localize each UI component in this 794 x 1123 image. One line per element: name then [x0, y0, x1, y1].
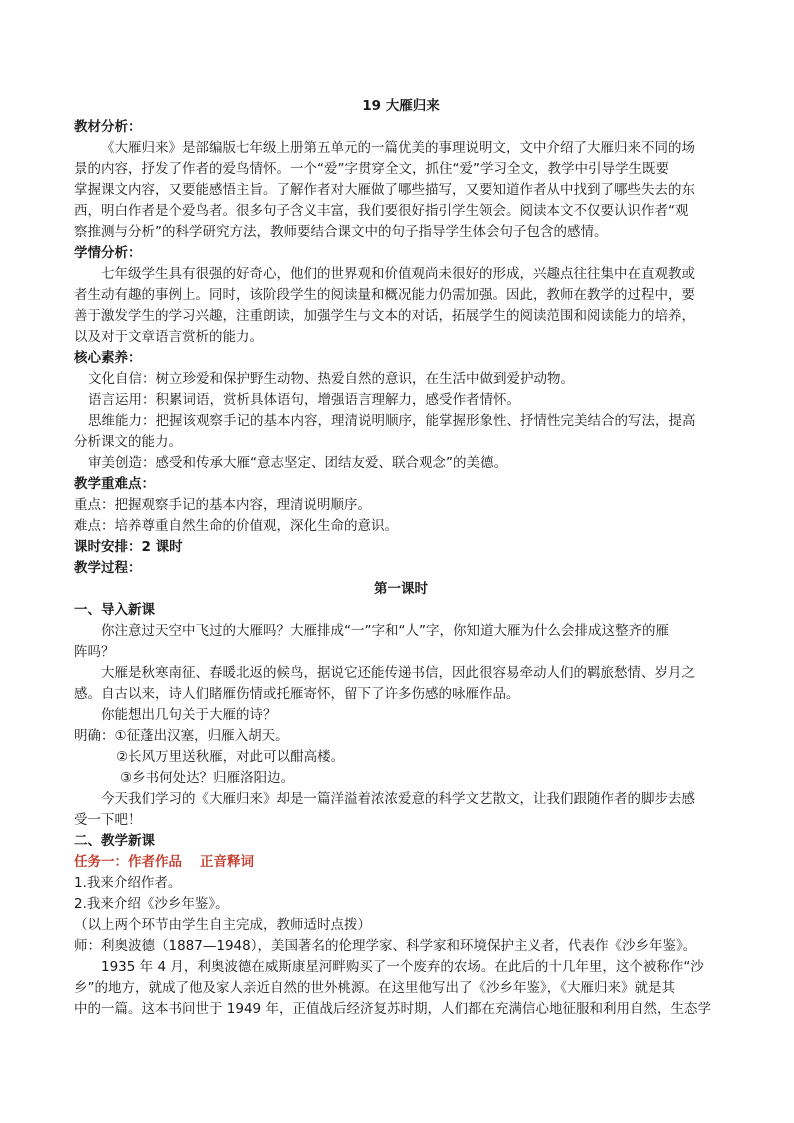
paragraph-line: （以上两个环节由学生自主完成，教师适时点拨） [74, 917, 371, 933]
paragraph-line: 景的内容，抒发了作者的爱鸟情怀。一个“爱”字贯穿全文，抓住“爱”学习全文，教学中引导学生既要 [74, 161, 669, 177]
paragraph-line: 今天我们学习的《大雁归来》却是一篇洋溢着浓浓爱意的科学文艺散文，让我们跟随作者的脚步去感 [101, 791, 695, 807]
task-title: 任务一：作者作品 [74, 854, 182, 870]
paragraph-line: 难点：培养尊重自然生命的价值观，深化生命的意识。 [74, 518, 398, 534]
paragraph-line: 乡”的地方，就成了他及家人亲近自然的世外桃源。在这里他写出了《沙乡年鉴》，《大雁归来》就是其 [74, 980, 675, 996]
paragraph-line: 你注意过天空中飞过的大雁吗？大雁排成“一”字和“人”字，你知道大雁为什么会排成这整齐的雁 [101, 623, 669, 639]
paragraph-line: ③乡书何处达？归雁洛阳边。 [120, 770, 295, 786]
paragraph-line: 师：利奥波德（1887—1948），美国著名的伦理学家、科学家和环境保护主义者，代表作《沙乡年鉴》。 [74, 938, 697, 954]
paragraph-line: 大雁是秋寒南征、春暖北返的候鸟，据说它还能传递书信，因此很容易牵动人们的羁旅愁情、岁月之 [101, 665, 695, 681]
paragraph-line: 重点：把握观察手记的基本内容，理清说明顺序。 [74, 497, 371, 513]
paragraph-line: 感。自古以来，诗人们睹雁伤情或托雁寄怀，留下了许多伤感的咏雁作品。 [74, 686, 520, 702]
task-subtitle: 正音释词 [200, 854, 254, 870]
lesson-title: 第一课时 [374, 581, 428, 597]
paragraph-line: 者生动有趣的事例上。同时，该阶段学生的阅读量和概况能力仍需加强。因此，教师在教学的过程中，要 [74, 287, 695, 303]
section-heading-guocheng: 教学过程： [74, 560, 142, 576]
paragraph-line: 思维能力：把握该观察手记的基本内容，理清说明顺序，能掌握形象性、抒情性完美结合的写法，提高 [88, 413, 696, 429]
paragraph-line: 西，明白作者是个爱鸟者。很多句子含义丰富，我们要很好指引学生领会。阅读本文不仅要认识作者“观 [74, 203, 689, 219]
paragraph-line: 语言运用：积累词语，赏析具体语句，增强语言理解力，感受作者情怀。 [88, 392, 520, 408]
section-heading-hexin: 核心素养： [74, 350, 142, 366]
paragraph-line: 以及对于文章语言赏析的能力。 [74, 329, 263, 345]
paragraph-line: 分析课文的能力。 [74, 434, 182, 450]
section-heading-jiaocai: 教材分析： [74, 119, 142, 135]
paragraph-line: 审美创造：感受和传承大雁“意志坚定、团结友爱、联合观念”的美德。 [88, 455, 507, 471]
section-heading-xueqing: 学情分析： [74, 245, 142, 261]
class-hours: 课时安排：2 课时 [74, 539, 183, 555]
section-heading-zhongnan: 教学重难点： [74, 476, 155, 492]
paragraph-line: 中的一篇。这本书问世于 1949 年，正值战后经济复苏时期，人们都在充满信心地征服和利用自然，生态学 [74, 1001, 711, 1017]
paragraph-line: 阵吗？ [74, 644, 115, 660]
paragraph-line: 善于激发学生的学习兴趣，注重朗读，加强学生与文本的对话，拓展学生的阅读范围和阅读能力的培养， [74, 308, 695, 324]
paragraph-line: 受一下吧！ [74, 812, 142, 828]
paragraph-line: 察推测与分析”的科学研究方法，教师要结合课文中的句子指导学生体会句子包含的感情。 [74, 224, 608, 240]
section-heading-daoru: 一、导入新课 [74, 602, 155, 618]
task-heading [74, 852, 728, 873]
paragraph-line: 文化自信：树立珍爱和保护野生动物、热爱自然的意识，在生活中做到爱护动物。 [88, 371, 574, 387]
section-heading-xinke: 二、教学新课 [74, 833, 155, 849]
paragraph-line: 1.我来介绍作者。 [74, 875, 182, 891]
document-body [74, 96, 728, 1020]
paragraph-line: 七年级学生具有很强的好奇心，他们的世界观和价值观尚未很好的形成，兴趣点往往集中在直观教或 [101, 266, 695, 282]
paragraph-line: 明确：①征蓬出汉塞，归雁入胡天。 [74, 728, 289, 744]
paragraph-line: 你能想出几句关于大雁的诗？ [101, 707, 277, 723]
paragraph-line: 掌握课文内容，又要能感悟主旨。了解作者对大雁做了哪些描写，又要知道作者从中找到了哪些失去的东 [74, 182, 695, 198]
paragraph-line: ②长风万里送秋雁，对此可以酣高楼。 [116, 749, 345, 765]
paragraph-line: 2.我来介绍《沙乡年鉴》。 [74, 896, 229, 912]
paragraph-line: 《大雁归来》是部编版七年级上册第五单元的一篇优美的事理说明文，文中介绍了大雁归来不同的场 [101, 140, 695, 156]
page-title: 19 大雁归来 [362, 98, 440, 114]
paragraph-line: 1935 年 4 月，利奥波德在威斯康星河畔购买了一个废弃的农场。在此后的十几年里，这个被称作“沙 [101, 959, 704, 975]
